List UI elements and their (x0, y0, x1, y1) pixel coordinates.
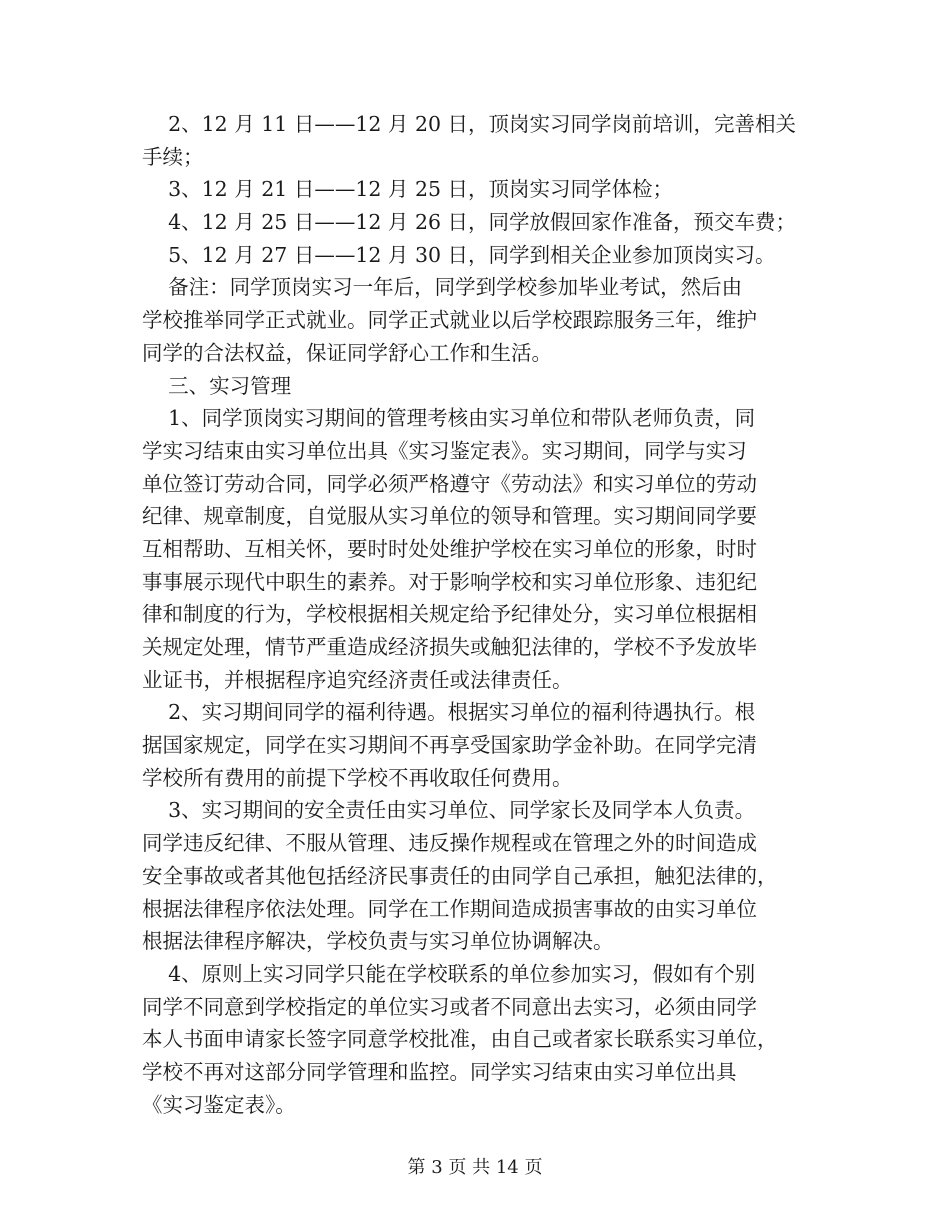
text-line: 律和制度的行为，学校根据相关规定给予纪律处分，实习单位根据相 (142, 602, 757, 627)
text-line: 备注：同学顶岗实习一年后，同学到学校参加毕业考试，然后由 (142, 275, 743, 300)
text-line: 同学不同意到学校指定的单位实习或者不同意出去实习，必须由同学 (142, 994, 757, 1019)
text-line: 手续； (142, 144, 204, 169)
text-line: 4、原则上实习同学只能在学校联系的单位参加实习，假如有个别 (142, 961, 756, 986)
text-line: 3、12 月 21 日——12 月 25 日，顶岗实习同学体检； (142, 177, 674, 202)
text-line: 同学的合法权益，保证同学舒心工作和生活。 (142, 340, 552, 365)
text-line: 事事展示现代中职生的素养。对于影响学校和实习单位形象、违犯纪 (142, 569, 757, 594)
text-line: 安全事故或者其他包括经济民事责任的由同学自己承担，触犯法律的， (142, 863, 778, 888)
text-line: 3、实习期间的安全责任由实习单位、同学家长及同学本人负责。 (142, 798, 756, 823)
text-line: 2、实习期间同学的福利待遇。根据实习单位的福利待遇执行。根 (142, 700, 756, 725)
text-line: 纪律、规章制度，自觉服从实习单位的领导和管理。实习期间同学要 (142, 504, 757, 529)
text-line: 同学违反纪律、不服从管理、违反操作规程或在管理之外的时间造成 (142, 831, 757, 856)
page-footer: 第 3 页 共 14 页 (407, 1157, 543, 1178)
section-heading: 三、实习管理 (142, 373, 292, 398)
text-line: 学实习结束由实习单位出具《实习鉴定表》。实习期间，同学与实习 (142, 438, 747, 463)
text-line: 学校所有费用的前提下学校不再收取任何费用。 (142, 765, 573, 790)
text-line: 2、12 月 11 日——12 月 20 日，顶岗实习同学岗前培训，完善相关 (142, 112, 797, 136)
text-line: 业证书，并根据程序追究经济责任或法律责任。 (142, 667, 573, 692)
text-line: 互相帮助、互相关怀，要时时处处维护学校在实习单位的形象，时时 (142, 536, 757, 561)
text-line: 学校推举同学正式就业。同学正式就业以后学校跟踪服务三年，维护 (142, 308, 757, 333)
text-line: 1、同学顶岗实习期间的管理考核由实习单位和带队老师负责，同 (142, 406, 756, 431)
text-line: 4、12 月 25 日——12 月 26 日，同学放假回家作准备，预交车费； (142, 210, 797, 235)
text-line: 《实习鉴定表》。 (142, 1092, 296, 1117)
text-line: 根据法律程序依法处理。同学在工作期间造成损害事故的由实习单位 (142, 896, 757, 921)
text-line: 关规定处理，情节严重造成经济损失或触犯法律的，学校不予发放毕 (142, 635, 757, 659)
text-line: 5、12 月 27 日——12 月 30 日，同学到相关企业参加顶岗实习。 (142, 242, 776, 267)
body-text (142, 108, 812, 1121)
text-line: 本人书面申请家长签字同意学校批准，由自己或者家长联系实习单位， (142, 1027, 778, 1052)
text-line: 单位签订劳动合同，同学必须严格遵守《劳动法》和实习单位的劳动 (142, 471, 757, 496)
text-line: 据国家规定，同学在实习期间不再享受国家助学金补助。在同学完清 (142, 733, 757, 758)
text-line: 根据法律程序解决，学校负责与实习单位协调解决。 (142, 929, 614, 954)
text-line: 学校不再对这部分同学管理和监控。同学实习结束由实习单位出具 (142, 1059, 737, 1084)
